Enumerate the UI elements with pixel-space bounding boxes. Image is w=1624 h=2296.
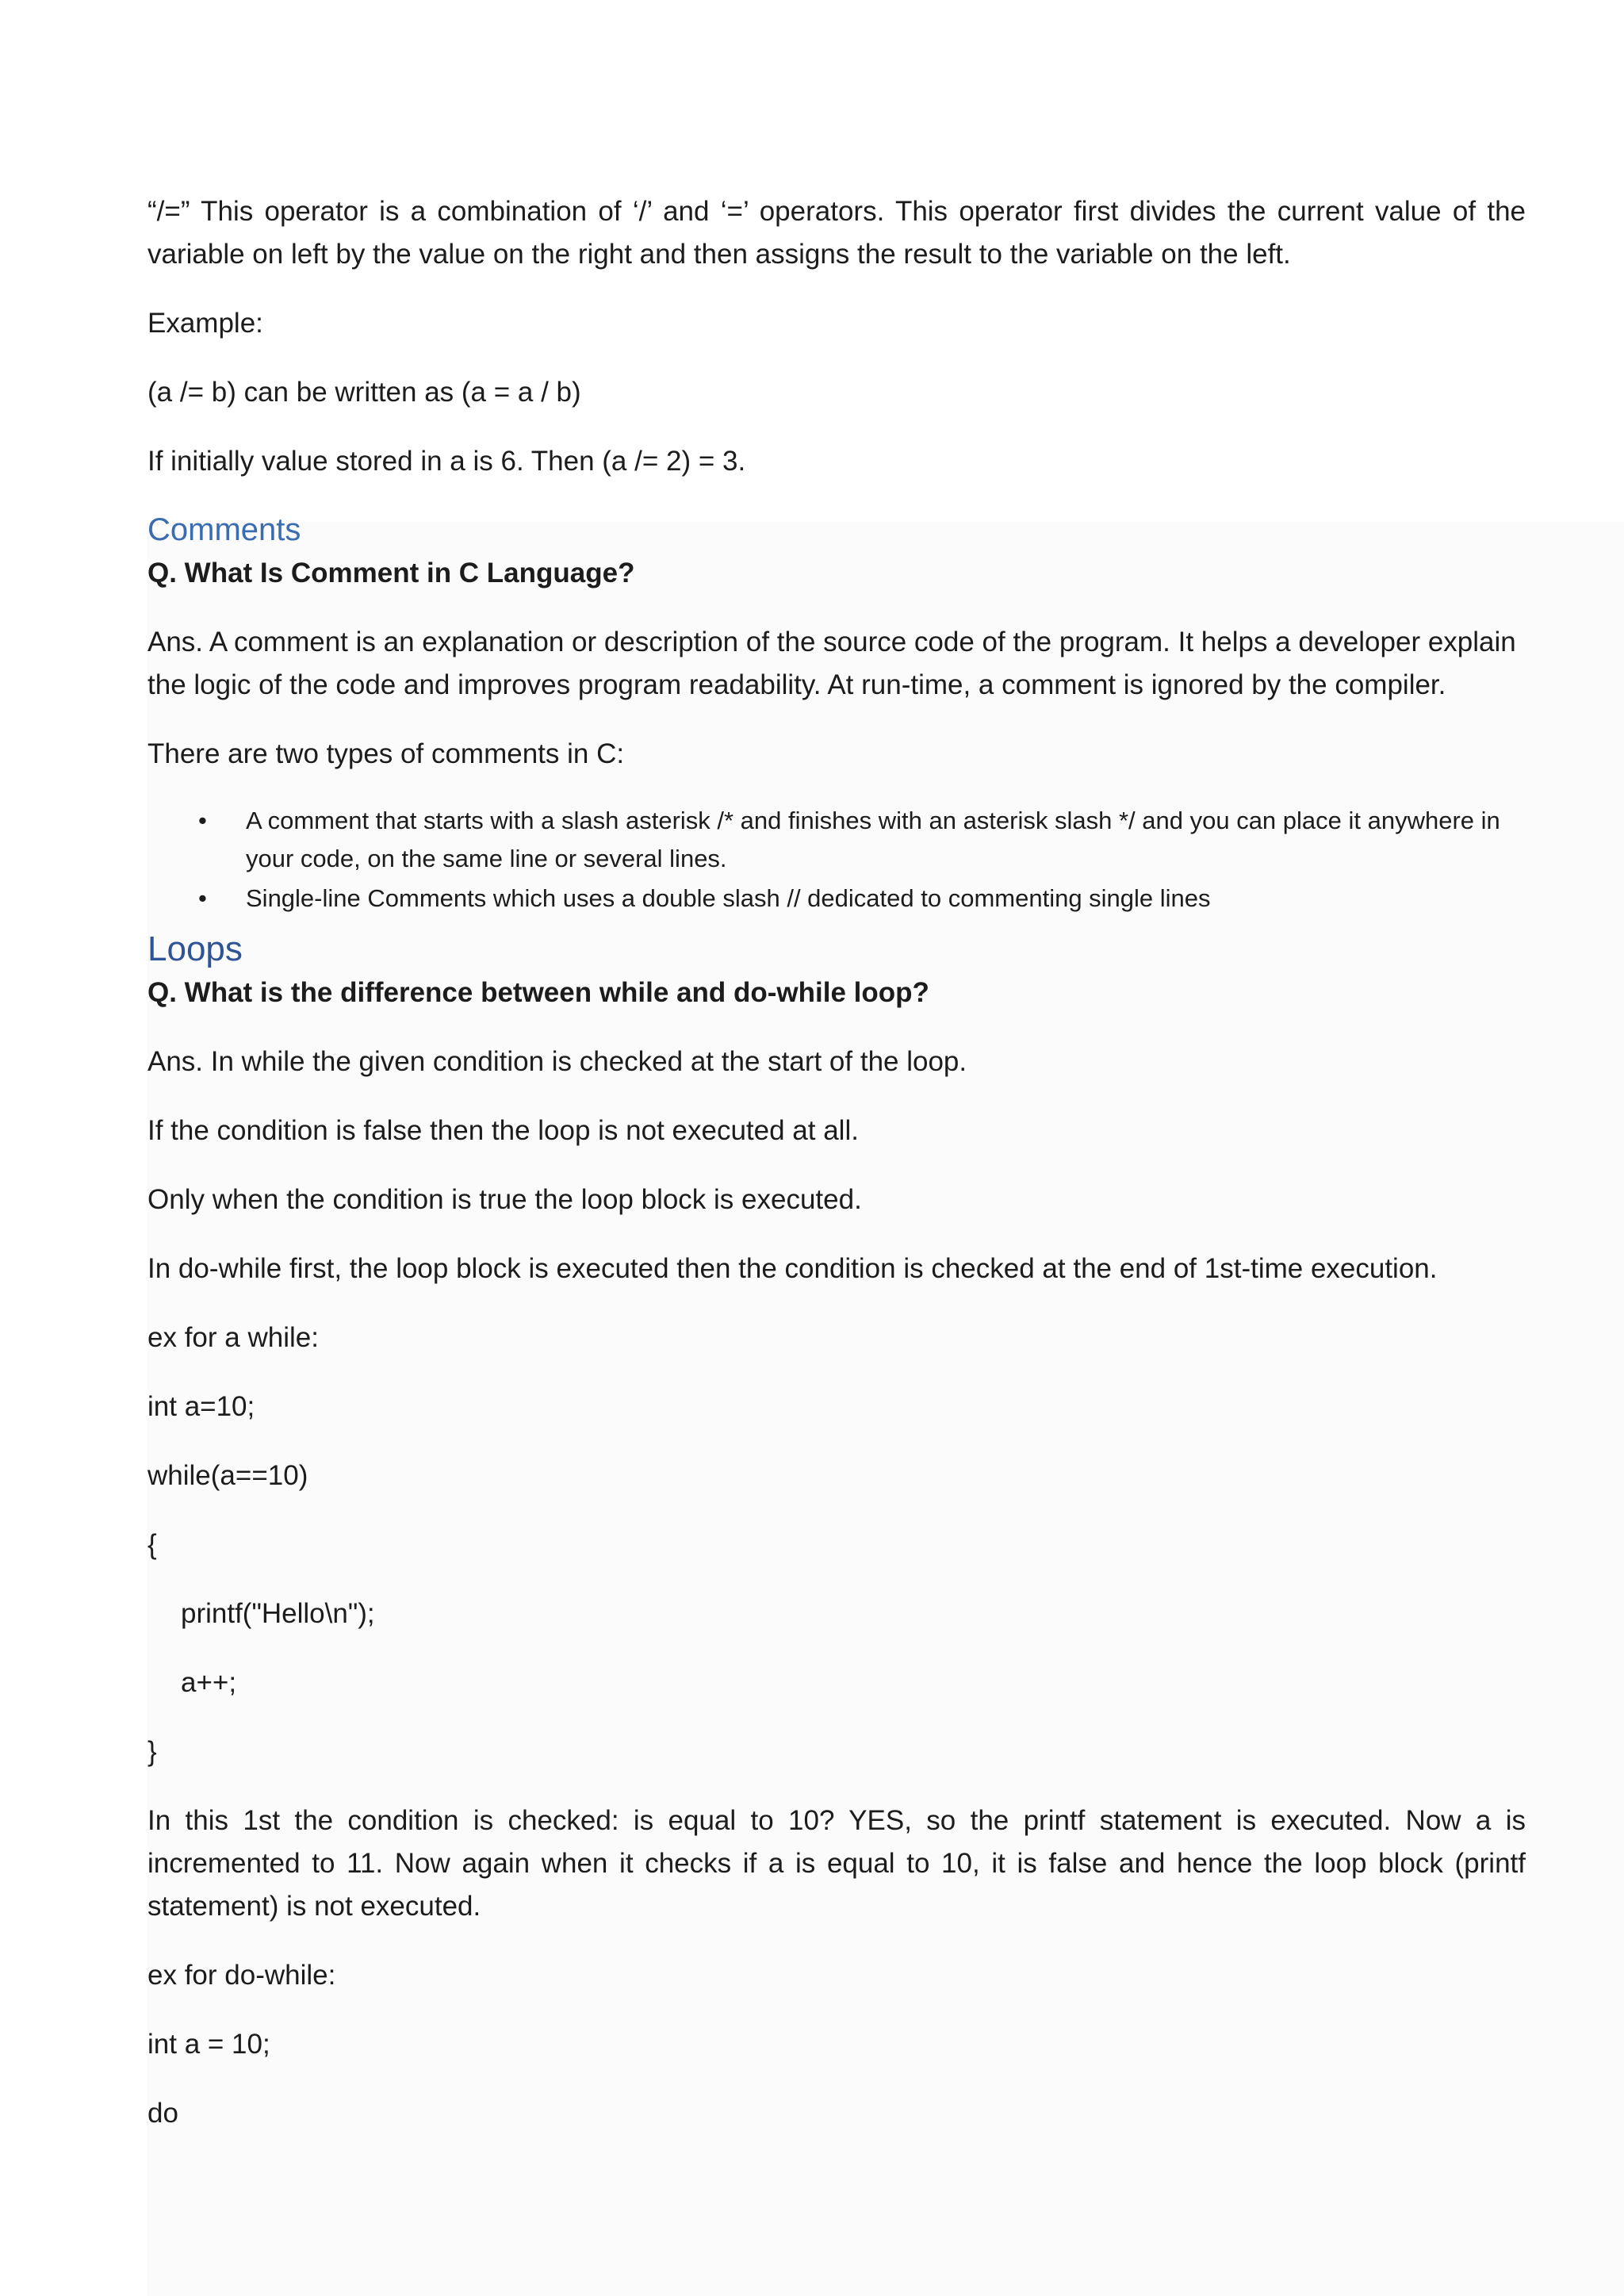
code-line: } — [147, 1736, 157, 1767]
code-line: while(a==10) — [147, 1460, 308, 1491]
list-item-text: A comment that starts with a slash asterisk /* and finishes with an asterisk slash */ and you can place it anywhere in your code, on the same line or several lines. — [246, 807, 1500, 872]
while-explanation: In this 1st the condition is checked: is equal to 10? YES, so the printf statement is executed. Now a is incremented to 11. Now again when it checks if a is equal to 10, it is false and hence the loop block (printf statement) is not executed. — [147, 1805, 1526, 1922]
comment-types-list — [147, 802, 1526, 918]
code-line: int a = 10; — [147, 2029, 270, 2060]
list-item-text: Single-line Comments which uses a double slash // dedicated to commenting single lines — [246, 884, 1211, 912]
code-line: do — [147, 2098, 178, 2129]
code-line: { — [147, 1529, 157, 1560]
loops-answer-line: Only when the condition is true the loop block is executed. — [147, 1184, 862, 1215]
example-expression: (a /= b) can be written as (a = a / b) — [147, 377, 581, 408]
list-item — [147, 802, 1526, 878]
code-line: printf("Hello\n"); — [181, 1598, 375, 1629]
bullet-icon: • — [198, 807, 207, 834]
while-example-label: ex for a while: — [147, 1322, 319, 1353]
comment-types-intro: There are two types of comments in C: — [147, 738, 625, 769]
dowhile-example-label: ex for do-while: — [147, 1960, 336, 1991]
list-item — [147, 880, 1526, 918]
operator-description: “/=” This operator is a combination of ‘/’ and ‘=’ operators. This operator first divides the current value of the variable on left by the value on the right and then assigns the result to the variable on the left. — [147, 196, 1526, 270]
loops-answer-line: Ans. In while the given condition is checked at the start of the loop. — [147, 1046, 967, 1077]
loops-answer-line: In do-while first, the loop block is executed then the condition is checked at the end of 1st-time execution. — [147, 1253, 1438, 1284]
loops-heading: Loops — [147, 930, 243, 968]
bullet-icon: • — [198, 884, 207, 912]
example-label: Example: — [147, 308, 263, 339]
code-line: a++; — [181, 1667, 237, 1698]
comments-question: Q. What Is Comment in C Language? — [147, 558, 635, 588]
example-result: If initially value stored in a is 6. Then (a /= 2) = 3. — [147, 446, 746, 477]
comments-heading: Comments — [147, 512, 301, 547]
loops-question: Q. What is the difference between while and do-while loop? — [147, 977, 929, 1008]
code-line: int a=10; — [147, 1391, 255, 1422]
loops-answer-line: If the condition is false then the loop is not executed at all. — [147, 1115, 859, 1146]
comments-answer: Ans. A comment is an explanation or description of the source code of the program. It helps a developer explain the logic of the code and improves program readability. At run-time, a comment is ignored by the compiler. — [147, 627, 1516, 700]
document-page — [147, 190, 1526, 2161]
